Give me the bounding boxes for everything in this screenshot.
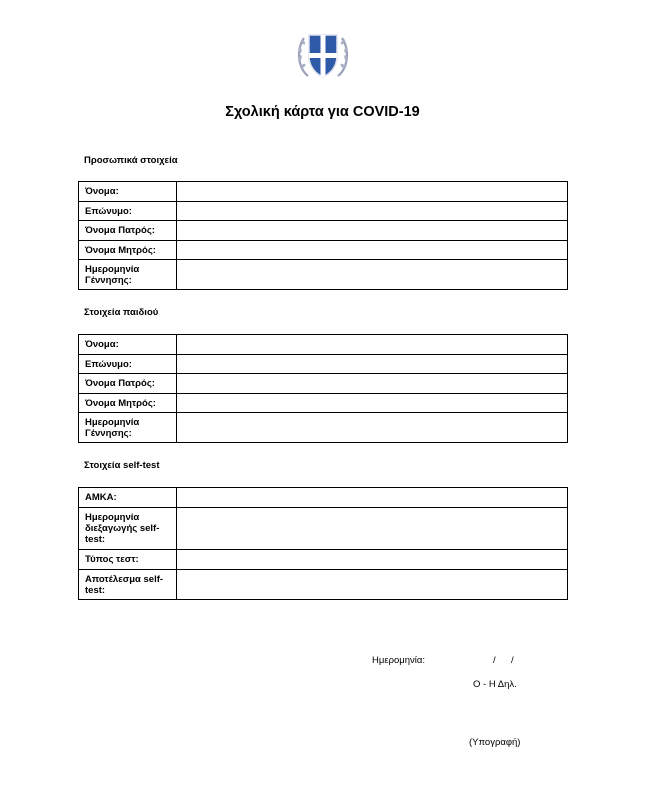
field-label: Όνομα Μητρός: xyxy=(79,241,177,260)
table-row xyxy=(79,488,568,508)
field-value[interactable] xyxy=(177,335,568,355)
field-value[interactable] xyxy=(177,570,568,600)
table-row xyxy=(79,241,568,260)
field-label: Ημερομηνία Γέννησης: xyxy=(79,413,177,443)
field-label: Όνομα: xyxy=(79,335,177,355)
field-value[interactable] xyxy=(177,374,568,394)
field-label: Τύπος τεστ: xyxy=(79,550,177,570)
child-details-table xyxy=(78,334,568,443)
declarant-label: Ο - Η Δηλ. xyxy=(473,679,517,690)
field-label: Επώνυμο: xyxy=(79,355,177,374)
table-row xyxy=(79,355,568,374)
field-value[interactable] xyxy=(177,488,568,508)
field-value[interactable] xyxy=(177,508,568,550)
date-label: Ημερομηνία: xyxy=(372,655,426,666)
table-row xyxy=(79,570,568,600)
field-label: Όνομα Μητρός: xyxy=(79,394,177,413)
table-row xyxy=(79,550,568,570)
field-label: Όνομα Πατρός: xyxy=(79,221,177,241)
table-row xyxy=(79,335,568,355)
table-row xyxy=(79,508,568,550)
field-label: Ημερομηνία Γέννησης: xyxy=(79,260,177,290)
document-title: Σχολική κάρτα για COVID-19 xyxy=(225,104,420,120)
table-row xyxy=(79,221,568,241)
table-row xyxy=(79,413,568,443)
section-heading-personal: Προσωπικά στοιχεία xyxy=(84,155,178,166)
field-value[interactable] xyxy=(177,413,568,443)
field-value[interactable] xyxy=(177,182,568,202)
field-label: ΑΜΚΑ: xyxy=(79,488,177,508)
field-value[interactable] xyxy=(177,241,568,260)
field-label: Αποτέλεσμα self-test: xyxy=(79,570,177,600)
table-row xyxy=(79,260,568,290)
date-separator: / xyxy=(493,655,496,666)
field-value[interactable] xyxy=(177,202,568,221)
field-value[interactable] xyxy=(177,355,568,374)
table-row xyxy=(79,394,568,413)
date-separator: / xyxy=(511,655,514,666)
self-test-details-table xyxy=(78,487,568,600)
field-value[interactable] xyxy=(177,260,568,290)
section-heading-child: Στοιχεία παιδιού xyxy=(84,307,159,318)
signature-label: (Υπογραφή) xyxy=(469,737,521,748)
field-value[interactable] xyxy=(177,394,568,413)
field-value[interactable] xyxy=(177,550,568,570)
table-row xyxy=(79,202,568,221)
field-value[interactable] xyxy=(177,221,568,241)
section-heading-self-test: Στοιχεία self-test xyxy=(84,460,160,471)
table-row xyxy=(79,182,568,202)
table-row xyxy=(79,374,568,394)
field-label: Επώνυμο: xyxy=(79,202,177,221)
field-label: Όνομα Πατρός: xyxy=(79,374,177,394)
field-label: Ημερομηνία διεξαγωγής self-test: xyxy=(79,508,177,550)
coat-of-arms-emblem xyxy=(294,26,352,84)
field-label: Όνομα: xyxy=(79,182,177,202)
personal-details-table xyxy=(78,181,568,290)
